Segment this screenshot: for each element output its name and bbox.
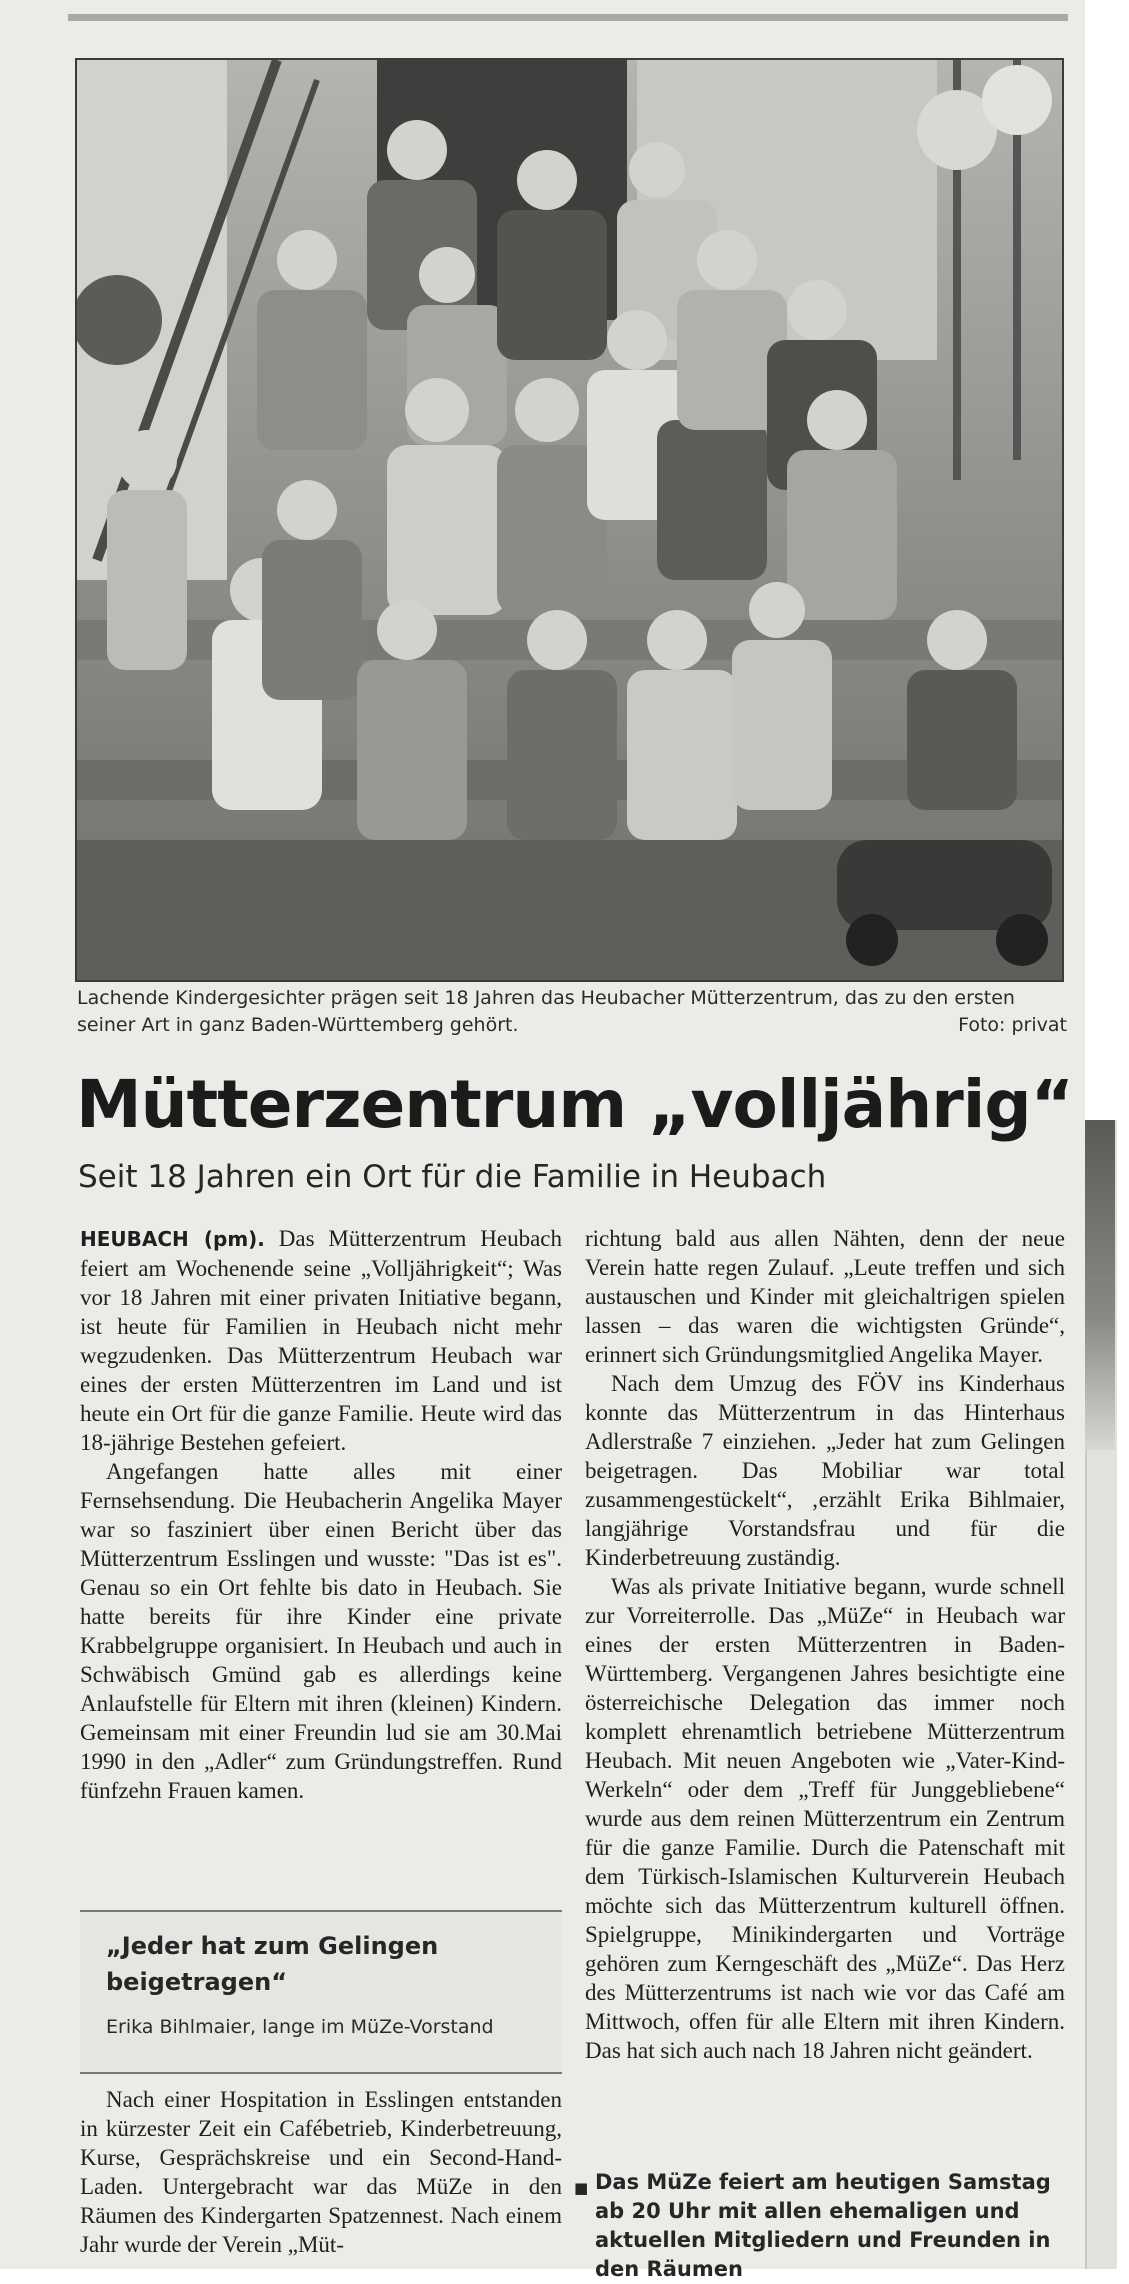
photo-caption [77, 985, 1067, 1039]
paragraph-intro [80, 1224, 562, 1457]
event-notice [574, 2168, 1075, 2284]
adjacent-clipping-shadow [1085, 1120, 1115, 1450]
group-photo-children [75, 58, 1064, 982]
paragraph-2: Angefangen hatte alles mit einer Fernsehsendung. Die Heubacherin Angelika Mayer war so fasziniert über einen Bericht über das Mütterzentrum Esslingen und wusste: "Das ist es". Genau so ein Ort fehlte bis dato in Heubach. Sie hatte bereits für ihre Kinder eine private Krabbelgruppe organisiert. In Heubach und auch in Schwäbisch Gmünd gab es allerdings keine Anlaufstelle für Eltern mit ihren (kleinen) Kindern. Gemeinsam mit einer Freundin lud sie am 30.Mai 1990 in den „Adler“ zum Gründungstreffen. Rund fünfzehn Frauen kamen. [80, 1459, 562, 1803]
pull-quote-text: „Jeder hat zum Gelingen beigetragen“ [106, 1932, 439, 1996]
caption-text: Lachende Kindergesichter prägen seit 18 Jahren das Heubacher Mütterzentrum, das zu den ersten seiner Art in ganz Baden-Württemberg gehört. [77, 987, 1015, 1036]
article-headline: Mütterzentrum „volljährig“ [76, 1066, 1073, 1143]
square-bullet-icon: ■ [574, 2179, 589, 2197]
event-notice-text: Das MüZe feiert am heutigen Samstag ab 20 Uhr mit allen ehemaligen und aktuellen Mitgliedern und Freunden in den Räumen [595, 2170, 1051, 2281]
photo-illustration [77, 60, 1062, 980]
article-column-2 [585, 1224, 1065, 2065]
dateline: HEUBACH (pm). [80, 1227, 265, 1251]
paragraph-6: Was als private Initiative begann, wurde schnell zur Vorreiterrolle. Das „MüZe“ in Heubach war eines der ersten Mütterzentren in Baden-Württemberg. Vergangenen Jahres besichtigte eine österreichische Delegation das immer noch komplett ehrenamtlich betriebene Mütterzentrum Heubach. Mit neuen Angeboten wie „Vater-Kind-Werkeln“ oder dem „Treff für Junggebliebene“ wurde aus dem reinen Mütterzentrum ein Zentrum für die ganze Familie. Durch die Patenschaft mit dem Türkisch-Islamischen Kulturverein Heubach möchte sich das Mütterzentrum kulturell öffnen. Spielgruppe, Minikindergarten und Vorträge gehören zum Kerngeschäft des „MüZe“. Das Herz des Mütterzentrums ist nach wie vor das Café am Mittwoch, offen für alle Eltern mit ihren Kindern. Das hat sich auch nach 18 Jahren nicht geändert. [585, 1574, 1065, 2063]
article-column-1 [80, 1224, 562, 1805]
top-rule [68, 14, 1068, 21]
paragraph-4: richtung bald aus allen Nähten, denn der neue Verein hatte regen Zulauf. „Leute treffen und sich austauschen und Kinder mit gleichaltrigen spielen lassen – das waren die wichtigsten Gründe“, erinnert sich Gründungsmitglied Angelika Mayer. [585, 1226, 1065, 1367]
pull-quote-attribution: Erika Bihlmaier, lange im MüZe-Vorstand [106, 2016, 494, 2038]
article-column-1-continued [80, 2085, 562, 2259]
pull-quote [80, 1910, 562, 2074]
photo-credit: Foto: privat [958, 1014, 1067, 1036]
article-subheadline: Seit 18 Jahren ein Ort für die Familie in Heubach [78, 1159, 827, 1195]
paragraph-intro-text: Das Mütterzentrum Heubach feiert am Wochenende seine „Volljährigkeit“; Was vor 18 Jahren mit einer privaten Initiative begann, ist heute für Familien in Heubach nicht mehr wegzudenken. Das Mütterzentrum Heubach war eines der ersten Mütterzentren im Land und ist heute ein Ort für die ganze Familie. Heute wird das 18-jährige Bestehen gefeiert. [80, 1226, 562, 1455]
paragraph-5: Nach dem Umzug des FÖV ins Kinderhaus konnte das Mütterzentrum in das Hinterhaus Adlerstraße 7 einziehen. „Jeder hat zum Gelingen beigetragen. Das Mobiliar war total zusammengestückelt“, ‚erzählt Erika Bihlmaier, langjährige Vorstandsfrau und für die Kinderbetreuung zuständig. [585, 1371, 1065, 1570]
paragraph-3: Nach einer Hospitation in Esslingen entstanden in kürzester Zeit ein Cafébetrieb, Kinderbetreuung, Kurse, Gesprächskreise und ein Second-Hand-Laden. Untergebracht war das MüZe in den Räumen des Kindergarten Spatzennest. Nach einem Jahr wurde der Verein „Müt- [80, 2087, 562, 2257]
